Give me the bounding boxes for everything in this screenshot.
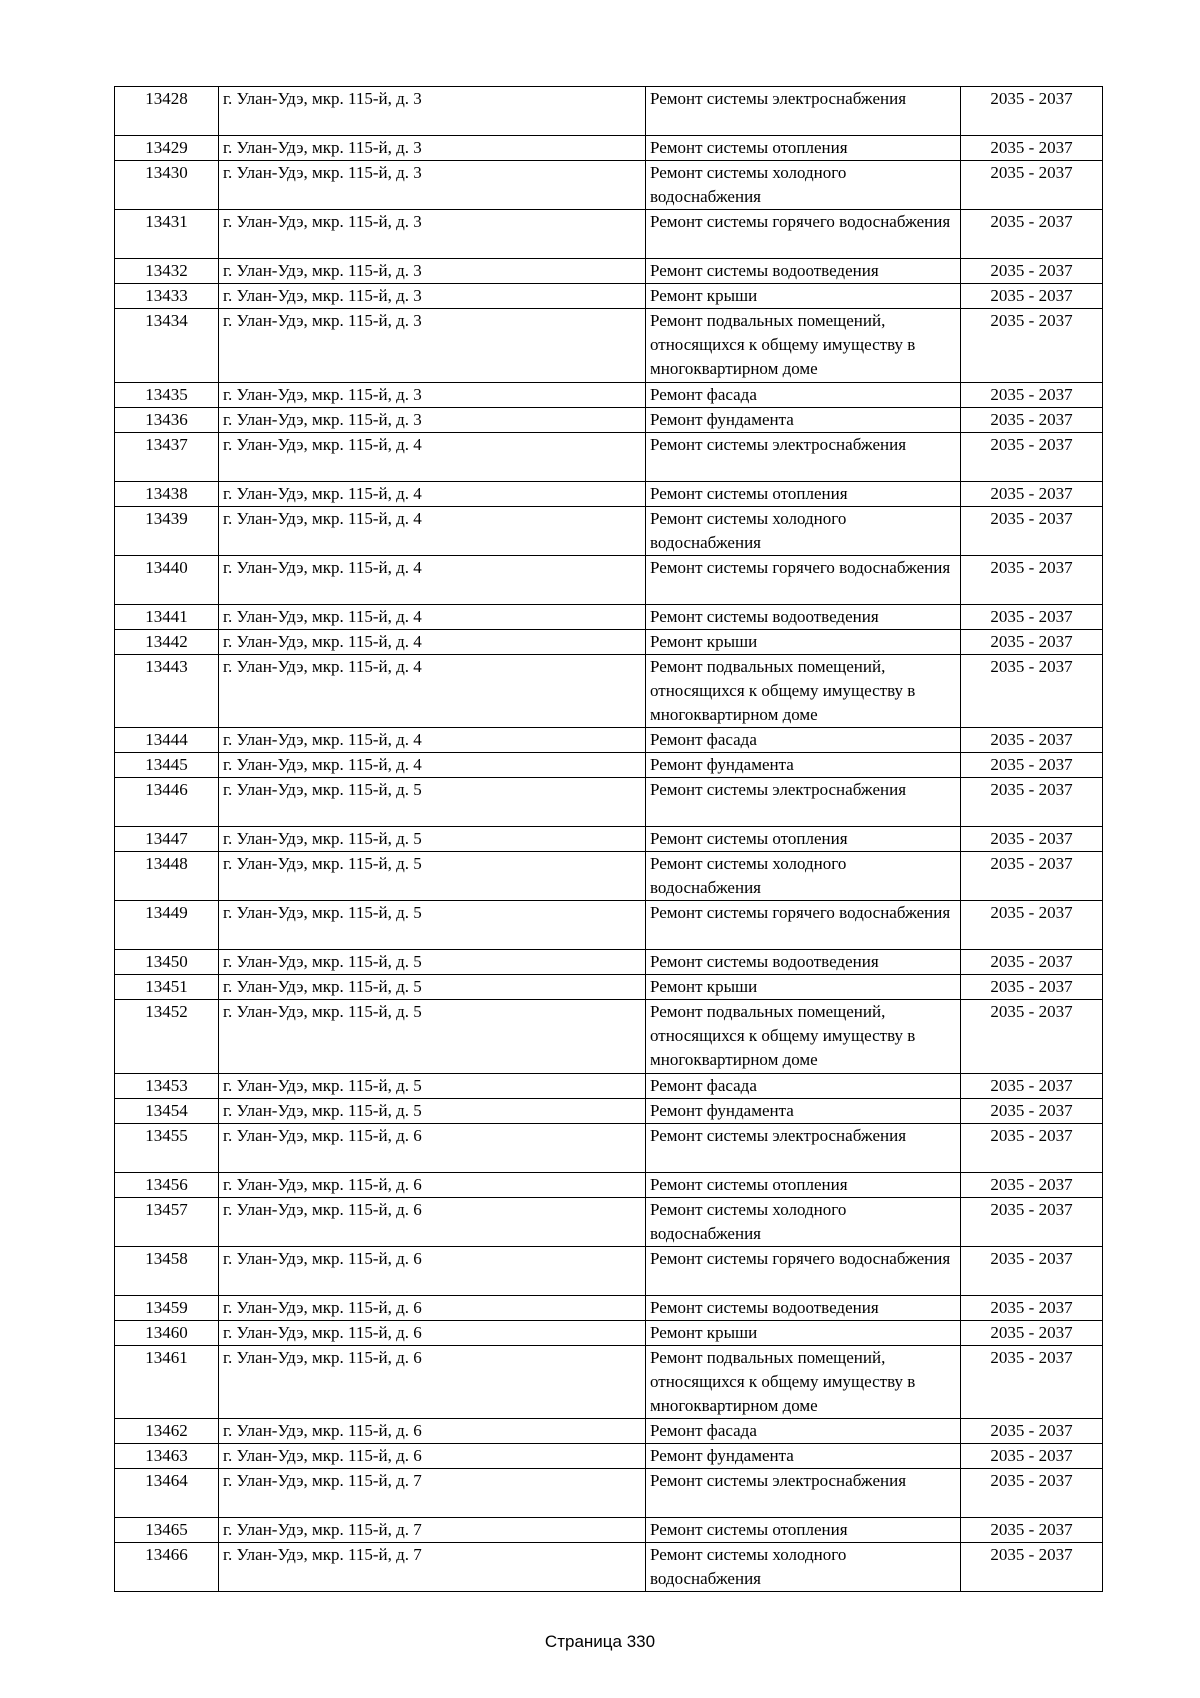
address-cell: г. Улан-Удэ, мкр. 115-й, д. 4 xyxy=(219,654,646,728)
row-id-cell: 13455 xyxy=(115,1123,219,1172)
work-type-cell: Ремонт системы холодного водоснабжения xyxy=(646,852,961,901)
row-id-cell: 13452 xyxy=(115,1000,219,1074)
row-id-cell: 13439 xyxy=(115,506,219,555)
period-cell: 2035 - 2037 xyxy=(961,1197,1103,1246)
row-id-cell: 13435 xyxy=(115,382,219,407)
address-cell: г. Улан-Удэ, мкр. 115-й, д. 5 xyxy=(219,1000,646,1074)
row-id-cell: 13462 xyxy=(115,1419,219,1444)
period-cell: 2035 - 2037 xyxy=(961,827,1103,852)
work-type-cell: Ремонт системы холодного водоснабжения xyxy=(646,1197,961,1246)
row-id-cell: 13440 xyxy=(115,555,219,604)
row-id-cell: 13458 xyxy=(115,1246,219,1295)
period-cell: 2035 - 2037 xyxy=(961,284,1103,309)
table-row xyxy=(115,506,1103,555)
period-cell: 2035 - 2037 xyxy=(961,629,1103,654)
period-cell: 2035 - 2037 xyxy=(961,432,1103,481)
table-row xyxy=(115,1098,1103,1123)
address-cell: г. Улан-Удэ, мкр. 115-й, д. 6 xyxy=(219,1123,646,1172)
period-cell: 2035 - 2037 xyxy=(961,1000,1103,1074)
period-cell: 2035 - 2037 xyxy=(961,1123,1103,1172)
row-id-cell: 13460 xyxy=(115,1320,219,1345)
work-type-cell: Ремонт крыши xyxy=(646,284,961,309)
page-number: Страница 330 xyxy=(544,1632,656,1651)
table-row xyxy=(115,1295,1103,1320)
address-cell: г. Улан-Удэ, мкр. 115-й, д. 6 xyxy=(219,1419,646,1444)
work-type-cell: Ремонт фундамента xyxy=(646,1444,961,1469)
period-cell: 2035 - 2037 xyxy=(961,1098,1103,1123)
work-type-cell: Ремонт системы отопления xyxy=(646,827,961,852)
row-id-cell: 13450 xyxy=(115,950,219,975)
period-cell: 2035 - 2037 xyxy=(961,161,1103,210)
address-cell: г. Улан-Удэ, мкр. 115-й, д. 5 xyxy=(219,778,646,827)
period-cell: 2035 - 2037 xyxy=(961,259,1103,284)
table-row xyxy=(115,309,1103,383)
period-cell: 2035 - 2037 xyxy=(961,1295,1103,1320)
address-cell: г. Улан-Удэ, мкр. 115-й, д. 6 xyxy=(219,1345,646,1419)
table-row xyxy=(115,259,1103,284)
table-row xyxy=(115,1345,1103,1419)
table-row xyxy=(115,407,1103,432)
address-cell: г. Улан-Удэ, мкр. 115-й, д. 4 xyxy=(219,753,646,778)
work-type-cell: Ремонт системы электроснабжения xyxy=(646,1123,961,1172)
row-id-cell: 13465 xyxy=(115,1518,219,1543)
work-type-cell: Ремонт системы отопления xyxy=(646,1172,961,1197)
table-row xyxy=(115,950,1103,975)
address-cell: г. Улан-Удэ, мкр. 115-й, д. 4 xyxy=(219,555,646,604)
work-type-cell: Ремонт системы электроснабжения xyxy=(646,778,961,827)
table-row xyxy=(115,87,1103,136)
period-cell: 2035 - 2037 xyxy=(961,1543,1103,1592)
table-row xyxy=(115,1320,1103,1345)
table-row xyxy=(115,629,1103,654)
address-cell: г. Улан-Удэ, мкр. 115-й, д. 4 xyxy=(219,629,646,654)
address-cell: г. Улан-Удэ, мкр. 115-й, д. 5 xyxy=(219,1073,646,1098)
work-type-cell: Ремонт крыши xyxy=(646,1320,961,1345)
table-row xyxy=(115,827,1103,852)
address-cell: г. Улан-Удэ, мкр. 115-й, д. 4 xyxy=(219,432,646,481)
address-cell: г. Улан-Удэ, мкр. 115-й, д. 6 xyxy=(219,1172,646,1197)
address-cell: г. Улан-Удэ, мкр. 115-й, д. 3 xyxy=(219,309,646,383)
address-cell: г. Улан-Удэ, мкр. 115-й, д. 3 xyxy=(219,161,646,210)
table-row xyxy=(115,210,1103,259)
address-cell: г. Улан-Удэ, мкр. 115-й, д. 6 xyxy=(219,1444,646,1469)
address-cell: г. Улан-Удэ, мкр. 115-й, д. 4 xyxy=(219,481,646,506)
address-cell: г. Улан-Удэ, мкр. 115-й, д. 6 xyxy=(219,1197,646,1246)
address-cell: г. Улан-Удэ, мкр. 115-й, д. 7 xyxy=(219,1518,646,1543)
work-type-cell: Ремонт подвальных помещений, относящихся к общему имуществу в многоквартирном доме xyxy=(646,309,961,383)
row-id-cell: 13437 xyxy=(115,432,219,481)
row-id-cell: 13446 xyxy=(115,778,219,827)
period-cell: 2035 - 2037 xyxy=(961,1444,1103,1469)
work-type-cell: Ремонт системы водоотведения xyxy=(646,259,961,284)
period-cell: 2035 - 2037 xyxy=(961,753,1103,778)
work-type-cell: Ремонт системы горячего водоснабжения xyxy=(646,210,961,259)
period-cell: 2035 - 2037 xyxy=(961,309,1103,383)
work-type-cell: Ремонт фасада xyxy=(646,1073,961,1098)
address-cell: г. Улан-Удэ, мкр. 115-й, д. 3 xyxy=(219,284,646,309)
period-cell: 2035 - 2037 xyxy=(961,136,1103,161)
table-row xyxy=(115,654,1103,728)
work-type-cell: Ремонт фасада xyxy=(646,382,961,407)
row-id-cell: 13433 xyxy=(115,284,219,309)
table-row xyxy=(115,728,1103,753)
address-cell: г. Улан-Удэ, мкр. 115-й, д. 7 xyxy=(219,1469,646,1518)
table-row xyxy=(115,136,1103,161)
table-row xyxy=(115,1444,1103,1469)
period-cell: 2035 - 2037 xyxy=(961,210,1103,259)
work-type-cell: Ремонт фундамента xyxy=(646,1098,961,1123)
work-type-cell: Ремонт подвальных помещений, относящихся к общему имуществу в многоквартирном доме xyxy=(646,1345,961,1419)
address-cell: г. Улан-Удэ, мкр. 115-й, д. 3 xyxy=(219,136,646,161)
work-type-cell: Ремонт фундамента xyxy=(646,753,961,778)
table-row xyxy=(115,481,1103,506)
table-row xyxy=(115,604,1103,629)
work-type-cell: Ремонт крыши xyxy=(646,975,961,1000)
period-cell: 2035 - 2037 xyxy=(961,1320,1103,1345)
address-cell: г. Улан-Удэ, мкр. 115-й, д. 6 xyxy=(219,1320,646,1345)
table-row xyxy=(115,1123,1103,1172)
table-row xyxy=(115,1419,1103,1444)
period-cell: 2035 - 2037 xyxy=(961,382,1103,407)
row-id-cell: 13434 xyxy=(115,309,219,383)
period-cell: 2035 - 2037 xyxy=(961,654,1103,728)
row-id-cell: 13447 xyxy=(115,827,219,852)
row-id-cell: 13451 xyxy=(115,975,219,1000)
table-row xyxy=(115,901,1103,950)
address-cell: г. Улан-Удэ, мкр. 115-й, д. 5 xyxy=(219,901,646,950)
work-type-cell: Ремонт системы электроснабжения xyxy=(646,432,961,481)
work-type-cell: Ремонт системы водоотведения xyxy=(646,950,961,975)
period-cell: 2035 - 2037 xyxy=(961,778,1103,827)
period-cell: 2035 - 2037 xyxy=(961,604,1103,629)
row-id-cell: 13443 xyxy=(115,654,219,728)
row-id-cell: 13428 xyxy=(115,87,219,136)
work-type-cell: Ремонт подвальных помещений, относящихся к общему имуществу в многоквартирном доме xyxy=(646,1000,961,1074)
row-id-cell: 13464 xyxy=(115,1469,219,1518)
work-type-cell: Ремонт системы горячего водоснабжения xyxy=(646,555,961,604)
period-cell: 2035 - 2037 xyxy=(961,728,1103,753)
address-cell: г. Улан-Удэ, мкр. 115-й, д. 7 xyxy=(219,1543,646,1592)
address-cell: г. Улан-Удэ, мкр. 115-й, д. 6 xyxy=(219,1246,646,1295)
period-cell: 2035 - 2037 xyxy=(961,1345,1103,1419)
work-type-cell: Ремонт системы водоотведения xyxy=(646,604,961,629)
period-cell: 2035 - 2037 xyxy=(961,1172,1103,1197)
row-id-cell: 13431 xyxy=(115,210,219,259)
row-id-cell: 13459 xyxy=(115,1295,219,1320)
row-id-cell: 13445 xyxy=(115,753,219,778)
work-type-cell: Ремонт системы отопления xyxy=(646,1518,961,1543)
row-id-cell: 13453 xyxy=(115,1073,219,1098)
period-cell: 2035 - 2037 xyxy=(961,1246,1103,1295)
row-id-cell: 13442 xyxy=(115,629,219,654)
period-cell: 2035 - 2037 xyxy=(961,506,1103,555)
row-id-cell: 13448 xyxy=(115,852,219,901)
table-row xyxy=(115,778,1103,827)
row-id-cell: 13430 xyxy=(115,161,219,210)
row-id-cell: 13454 xyxy=(115,1098,219,1123)
row-id-cell: 13456 xyxy=(115,1172,219,1197)
address-cell: г. Улан-Удэ, мкр. 115-й, д. 4 xyxy=(219,506,646,555)
table-row xyxy=(115,382,1103,407)
table-row xyxy=(115,1000,1103,1074)
row-id-cell: 13449 xyxy=(115,901,219,950)
table-row xyxy=(115,1518,1103,1543)
work-type-cell: Ремонт системы электроснабжения xyxy=(646,1469,961,1518)
work-type-cell: Ремонт системы холодного водоснабжения xyxy=(646,506,961,555)
address-cell: г. Улан-Удэ, мкр. 115-й, д. 3 xyxy=(219,259,646,284)
table-row xyxy=(115,161,1103,210)
row-id-cell: 13457 xyxy=(115,1197,219,1246)
period-cell: 2035 - 2037 xyxy=(961,950,1103,975)
row-id-cell: 13429 xyxy=(115,136,219,161)
table-row xyxy=(115,555,1103,604)
row-id-cell: 13444 xyxy=(115,728,219,753)
address-cell: г. Улан-Удэ, мкр. 115-й, д. 4 xyxy=(219,728,646,753)
table-row xyxy=(115,852,1103,901)
table-row xyxy=(115,432,1103,481)
table-row xyxy=(115,1469,1103,1518)
address-cell: г. Улан-Удэ, мкр. 115-й, д. 4 xyxy=(219,604,646,629)
work-type-cell: Ремонт фундамента xyxy=(646,407,961,432)
row-id-cell: 13438 xyxy=(115,481,219,506)
work-type-cell: Ремонт системы холодного водоснабжения xyxy=(646,1543,961,1592)
row-id-cell: 13461 xyxy=(115,1345,219,1419)
table-row xyxy=(115,284,1103,309)
table-row xyxy=(115,1197,1103,1246)
period-cell: 2035 - 2037 xyxy=(961,852,1103,901)
work-type-cell: Ремонт системы горячего водоснабжения xyxy=(646,1246,961,1295)
work-type-cell: Ремонт системы водоотведения xyxy=(646,1295,961,1320)
repair-schedule-table xyxy=(114,86,1103,1592)
row-id-cell: 13432 xyxy=(115,259,219,284)
work-type-cell: Ремонт системы отопления xyxy=(646,136,961,161)
row-id-cell: 13436 xyxy=(115,407,219,432)
address-cell: г. Улан-Удэ, мкр. 115-й, д. 3 xyxy=(219,87,646,136)
address-cell: г. Улан-Удэ, мкр. 115-й, д. 3 xyxy=(219,407,646,432)
row-id-cell: 13441 xyxy=(115,604,219,629)
period-cell: 2035 - 2037 xyxy=(961,407,1103,432)
row-id-cell: 13466 xyxy=(115,1543,219,1592)
period-cell: 2035 - 2037 xyxy=(961,901,1103,950)
period-cell: 2035 - 2037 xyxy=(961,555,1103,604)
address-cell: г. Улан-Удэ, мкр. 115-й, д. 5 xyxy=(219,852,646,901)
work-type-cell: Ремонт системы отопления xyxy=(646,481,961,506)
table-body xyxy=(115,87,1103,1592)
work-type-cell: Ремонт системы холодного водоснабжения xyxy=(646,161,961,210)
table-row xyxy=(115,753,1103,778)
period-cell: 2035 - 2037 xyxy=(961,481,1103,506)
address-cell: г. Улан-Удэ, мкр. 115-й, д. 5 xyxy=(219,975,646,1000)
address-cell: г. Улан-Удэ, мкр. 115-й, д. 3 xyxy=(219,382,646,407)
work-type-cell: Ремонт крыши xyxy=(646,629,961,654)
period-cell: 2035 - 2037 xyxy=(961,1518,1103,1543)
row-id-cell: 13463 xyxy=(115,1444,219,1469)
table-row xyxy=(115,1172,1103,1197)
period-cell: 2035 - 2037 xyxy=(961,975,1103,1000)
work-type-cell: Ремонт фасада xyxy=(646,1419,961,1444)
address-cell: г. Улан-Удэ, мкр. 115-й, д. 5 xyxy=(219,1098,646,1123)
address-cell: г. Улан-Удэ, мкр. 115-й, д. 6 xyxy=(219,1295,646,1320)
work-type-cell: Ремонт системы электроснабжения xyxy=(646,87,961,136)
period-cell: 2035 - 2037 xyxy=(961,87,1103,136)
work-type-cell: Ремонт фасада xyxy=(646,728,961,753)
address-cell: г. Улан-Удэ, мкр. 115-й, д. 3 xyxy=(219,210,646,259)
address-cell: г. Улан-Удэ, мкр. 115-й, д. 5 xyxy=(219,950,646,975)
address-cell: г. Улан-Удэ, мкр. 115-й, д. 5 xyxy=(219,827,646,852)
table-row xyxy=(115,1246,1103,1295)
period-cell: 2035 - 2037 xyxy=(961,1469,1103,1518)
table-row xyxy=(115,1543,1103,1592)
work-type-cell: Ремонт подвальных помещений, относящихся к общему имуществу в многоквартирном доме xyxy=(646,654,961,728)
period-cell: 2035 - 2037 xyxy=(961,1419,1103,1444)
table-row xyxy=(115,1073,1103,1098)
work-type-cell: Ремонт системы горячего водоснабжения xyxy=(646,901,961,950)
period-cell: 2035 - 2037 xyxy=(961,1073,1103,1098)
table-row xyxy=(115,975,1103,1000)
